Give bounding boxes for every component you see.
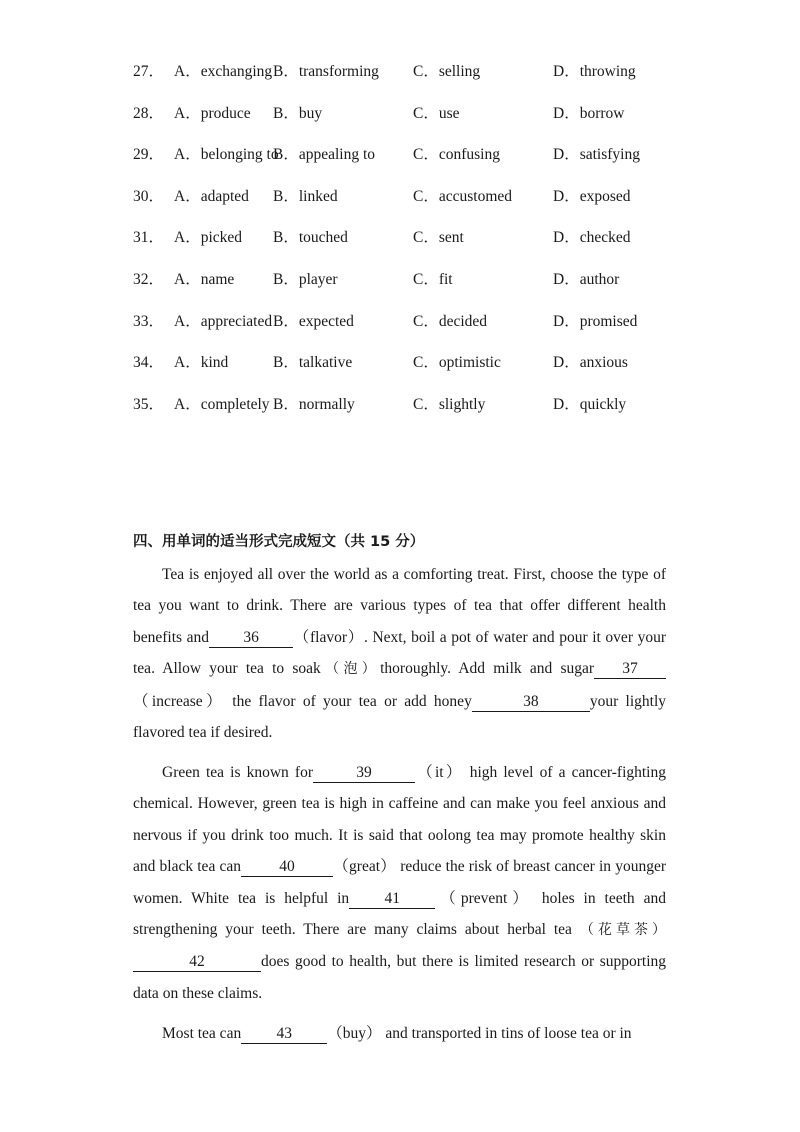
option-d: D．throwing xyxy=(553,63,636,80)
passage-text: Tea is enjoyed all over the world as a comforting treat. First, choose the type of tea you want to drink. There are various types of tea that offer different health benefits and xyxy=(133,566,666,646)
question-row xyxy=(133,141,693,183)
option-b: B．buy xyxy=(273,104,323,122)
option-d: D．exposed xyxy=(553,187,631,205)
question-number: 34． xyxy=(133,354,165,372)
question-row xyxy=(133,58,693,100)
question-number: 30． xyxy=(133,187,165,205)
option-c: C．accustomed xyxy=(413,187,513,205)
option-d: D．anxious xyxy=(553,354,628,372)
option-c: C．sent xyxy=(413,229,464,247)
question-number: 31． xyxy=(133,229,165,247)
gloss-text: （花草茶） xyxy=(579,922,667,939)
question-row xyxy=(133,224,693,266)
option-d: D．author xyxy=(553,270,620,288)
question-row xyxy=(133,100,693,142)
question-number: 35． xyxy=(133,395,165,413)
option-b: B．player xyxy=(273,270,338,288)
option-b: B．talkative xyxy=(273,354,353,372)
question-number: 28． xyxy=(133,104,165,122)
passage-text: Most tea can xyxy=(162,1025,242,1042)
question-row xyxy=(133,349,693,391)
option-c: C．decided xyxy=(413,312,488,330)
option-a: A．kind xyxy=(174,354,229,372)
option-a: A．exchanging xyxy=(174,63,273,80)
option-a: A．belonging to xyxy=(174,146,279,164)
passage-text: （prevent） holes in teeth and strengthening your teeth. There are many claims about herbal tea xyxy=(133,889,666,939)
option-a: A．produce xyxy=(174,104,251,122)
blank-37: 37 xyxy=(594,660,666,679)
option-c: C．fit xyxy=(413,270,453,288)
question-number: 33． xyxy=(133,312,165,330)
option-c: C．use xyxy=(413,104,460,122)
choice-list xyxy=(133,58,693,432)
gloss-text: （泡） xyxy=(320,661,381,678)
blank-40: 40 xyxy=(241,858,333,877)
blank-38: 38 xyxy=(472,693,590,712)
passage-text: thoroughly. Add milk and sugar xyxy=(380,660,595,678)
option-d: D．quickly xyxy=(553,395,627,413)
option-b: B．expected xyxy=(273,312,354,330)
question-number: 29． xyxy=(133,146,165,164)
option-a: A．name xyxy=(174,270,235,288)
option-b: B．linked xyxy=(273,187,338,205)
blank-39: 39 xyxy=(313,764,415,783)
passage-paragraph-3 xyxy=(133,1018,666,1049)
question-row xyxy=(133,266,693,308)
passage-text: your lightly flavored tea if desired. xyxy=(133,692,667,742)
option-c: C．selling xyxy=(413,63,481,80)
question-row xyxy=(133,308,693,350)
passage-paragraph-2 xyxy=(133,757,666,1009)
option-b: B．transforming xyxy=(273,63,379,80)
option-d: D．satisfying xyxy=(553,146,640,164)
option-a: A．appreciated xyxy=(174,312,273,330)
question-number: 32． xyxy=(133,270,165,288)
option-c: C．optimistic xyxy=(413,354,501,372)
passage-text: （great） reduce the risk of breast cancer in younger women. White tea is helpful in xyxy=(133,858,666,907)
section-heading: 四、用单词的适当形式完成短文（共 15 分） xyxy=(133,534,425,550)
option-b: B．normally xyxy=(273,395,355,413)
option-a: A．picked xyxy=(174,229,243,247)
option-a: A．adapted xyxy=(174,187,249,205)
option-d: D．borrow xyxy=(553,104,625,122)
question-row xyxy=(133,183,693,225)
blank-43: 43 xyxy=(241,1025,327,1044)
option-c: C．slightly xyxy=(413,395,486,413)
passage-text: （it） high level of a cancer-fighting chemical. However, green tea is high in caffeine and can make you feel anxious and nervous if you drink too much. It is said that oolong tea may promote healthy skin and black tea can xyxy=(133,764,666,876)
blank-36: 36 xyxy=(209,629,293,648)
passage-text: （buy） and transported in tins of loose tea or in xyxy=(327,1025,632,1042)
blank-41: 41 xyxy=(349,890,435,909)
passage-text: （flavor）. Next, boil a pot of water and pour it over your tea. Allow your tea to soak xyxy=(133,628,666,678)
option-b: B．appealing to xyxy=(273,146,376,164)
passage-text: Green tea is known for xyxy=(162,764,313,781)
option-b: B．touched xyxy=(273,229,348,247)
blank-42: 42 xyxy=(133,953,261,972)
option-d: D．checked xyxy=(553,229,631,247)
option-c: C．confusing xyxy=(413,146,500,164)
passage-text: （increase） the flavor of your tea or add honey xyxy=(133,692,472,710)
question-row xyxy=(133,391,693,433)
option-d: D．promised xyxy=(553,312,638,330)
option-a: A．completely xyxy=(174,395,270,413)
passage-paragraph-1 xyxy=(133,559,666,748)
passage-text: does good to health, but there is limited research or supporting data on these claims. xyxy=(133,953,666,1002)
question-number: 27． xyxy=(133,63,165,80)
